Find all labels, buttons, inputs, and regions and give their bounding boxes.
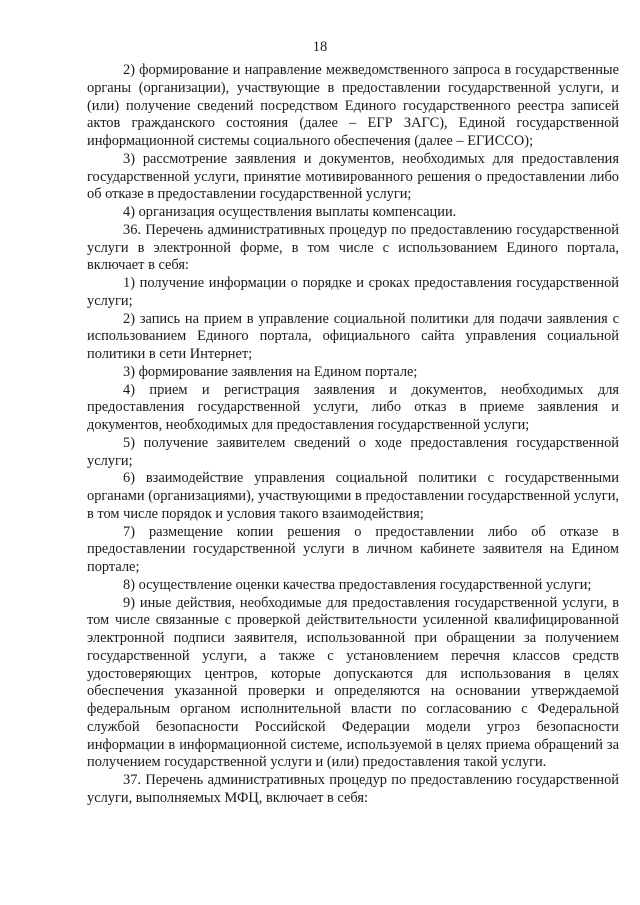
paragraph-36-item-4: 4) прием и регистрация заявления и документов, необходимых для предоставления государственной услуги, либо отказ в приеме заявления и документов, необходимых для предоставления государственной услуги; — [87, 381, 619, 433]
paragraph-section-36: 36. Перечень административных процедур по предоставлению государственной услуги в электронной форме, в том числе с использованием Единого портала, включает в себя: — [87, 221, 619, 274]
paragraph-36-item-5: 5) получение заявителем сведений о ходе предоставления государственной услуги; — [87, 434, 619, 469]
paragraph-item-4-payment: 4) организация осуществления выплаты компенсации. — [123, 204, 457, 220]
document-body — [87, 62, 619, 808]
paragraph-36-item-9: 9) иные действия, необходимые для предоставления государственной услуги, в том числе связанные с проверкой действительности усиленной квалифицированной электронной подписи заявителя, использованной при обращении за получением государственной услуги, а также с установлением перечня классов средств удостоверяющих центров, которые допускаются для использования в целях обеспечения указанной проверки и определяются на основании утверждаемой федеральным органом исполнительной власти по согласованию с Федеральной службой безопасности Российской Федерации модели угроз безопасности информации в информационной системе, используемой в целях приема обращений за получением государственной услуги и (или) предоставления такой услуги. — [87, 594, 619, 771]
paragraph-item-2-interagency-request: 2) формирование и направление межведомственного запроса в государственные органы (организации), участвующие в предоставлении государственной услуги, и (или) получение сведений посредством Единого государственного реестра записей актов гражданского состояния (далее – ЕГР ЗАГС), Единой государственной информационной системы социального обеспечения (далее – ЕГИССО); — [87, 62, 619, 149]
paragraph-item-3-review-documents: 3) рассмотрение заявления и документов, необходимых для предоставления государственной услуги, принятие мотивированного решения о предоставлении либо об отказе в предоставлении государственной услуги; — [87, 150, 619, 203]
paragraph-36-item-3: 3) формирование заявления на Едином портале; — [123, 363, 418, 380]
paragraph-36-item-8: 8) осуществление оценки качества предоставления государственной услуги; — [123, 576, 592, 593]
paragraph-36-item-2: 2) запись на прием в управление социальной политики для подачи заявления с использованием Единого портала, официального сайта управления социальной политики в сети Интернет; — [87, 310, 619, 362]
paragraph-36-item-1: 1) получение информации о порядке и сроках предоставления государственной услуги; — [87, 275, 619, 309]
paragraph-36-item-6: 6) взаимодействие управления социальной политики с государственными органами (организациями), участвующими в предоставлении государственной услуги, в том числе порядок и условия такого взаимодействия; — [87, 470, 619, 522]
paragraph-36-item-7: 7) размещение копии решения о предоставлении либо об отказе в предоставлении государственной услуги в личном кабинете заявителя на Едином портале; — [87, 523, 619, 575]
page-number: 18 — [312, 39, 328, 55]
paragraph-section-37: 37. Перечень административных процедур по предоставлению государственной услуги, выполняемых МФЦ, включает в себя: — [87, 772, 619, 806]
